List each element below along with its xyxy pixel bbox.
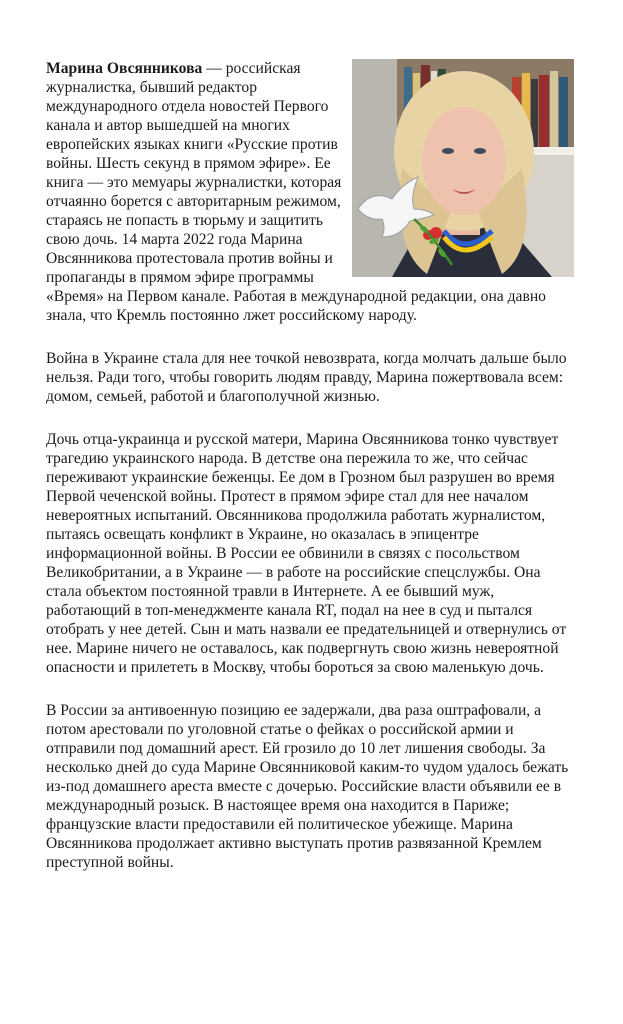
author-name: Марина Овсянникова <box>46 60 203 77</box>
author-photo <box>352 59 574 277</box>
bio-paragraph-4: В России за антивоенную позицию ее задержали, два раза оштрафовали, а потом арестовали по уголовной статье о фейках о российской армии и отправили под домашний арест. Ей грозило до 10 лет лишения свободы. За несколько дней до суда Марине Овсянниковой каким-то чудом удалось бежать из-под домашнего ареста вместе с дочерью. Российские власти объявили ее в международный розыск. В настоящее время она находится в Париже; французские власти предоставили ей политическое убежище. Марина Овсянникова продолжает активно выступать против развязанной Кремлем преступной войны. <box>46 702 569 871</box>
bio-paragraph-3: Дочь отца-украинца и русской матери, Марина Овсянникова тонко чувствует трагедию украинского народа. В детстве она пережила то же, что сейчас переживают украинские беженцы. Ее дом в Грозном был разрушен во время Первой чеченской войны. Протест в прямом эфире стал для нее началом невероятных испытаний. Овсянникова продолжила работать журналистом, пытаясь освещать конфликт в Украине, но оказалась в эпицентре информационной войны. В России ее обвинили в связях с посольством Великобритании, а в Украине — в работе на российские спецслужбы. Она стала объектом постоянной травли в Интернете. А ее бывший муж, работающий в топ-менеджменте канала RT, подал на нее в суд и пытался отобрать у нее детей. Сын и мать назвали ее предательницей и отвернулись от нее. Марине ничего не оставалось, как подвергнуть свою жизнь невероятной опасности и прилететь в Москву, чтобы бороться за свою маленькую дочь. <box>46 431 567 676</box>
bio-intro: — российская журналистка, бывший редактор международного отдела новостей Первого канала и автор вышедшей на многих европейских языках книги «Русские против войны. Шесть секунд в прямом эфире». Ее книга — это мемуары журналистки, которая отчаянно борется с авторитарным режимом, стараясь не попасть в тюрьму и защитить свою дочь. 14 марта 2022 года Марина Овсянникова протестовала против войны и пропаганды в прямом эфире программы «Время» на Первом канале. Работая в международной редакции, она давно знала, что Кремль постоянно лжет российскому народу. <box>46 60 546 324</box>
author-bio <box>46 59 574 896</box>
bio-paragraph-2: Война в Украине стала для нее точкой невозврата, когда молчать дальше было нельзя. Ради того, чтобы говорить людям правду, Марина пожертвовала всем: домом, семьей, работой и благополучной жизнью. <box>46 350 567 405</box>
